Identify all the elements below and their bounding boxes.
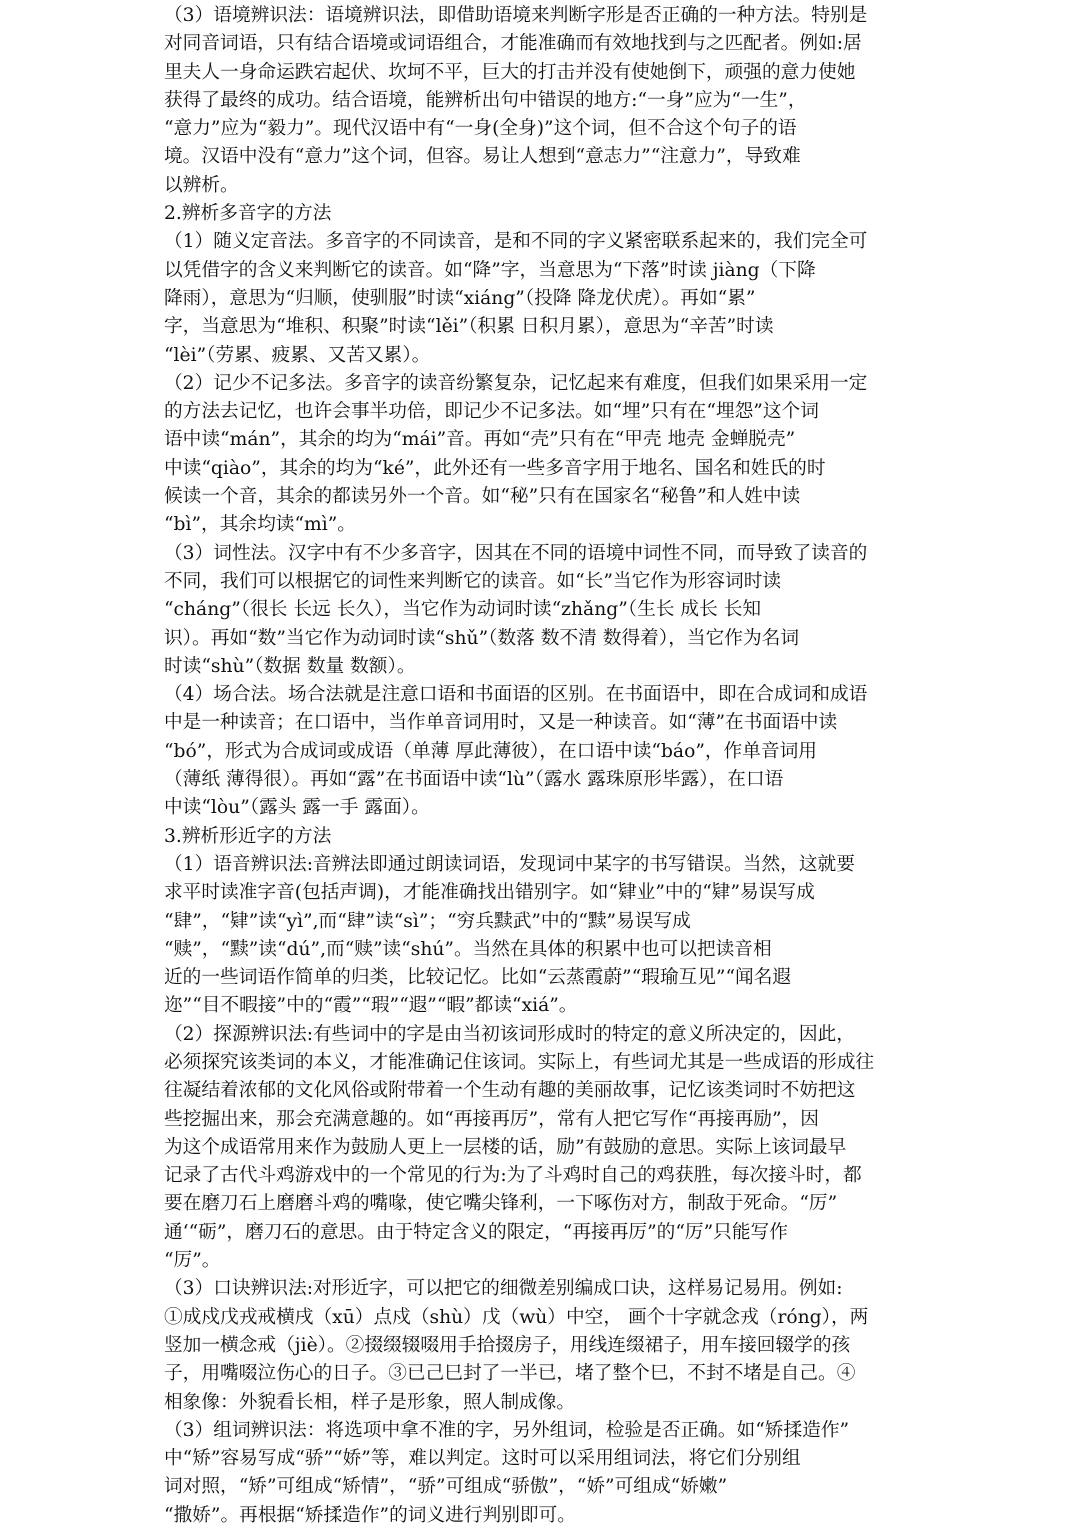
paragraph-mnemonic-method xyxy=(164,1275,916,1416)
paragraph-pronunciation-method xyxy=(164,851,916,1021)
text-line: 些挖掘出来，那会充满意趣的。如“再接再厉”，常有人把它写作“再接再励”，因 xyxy=(164,1108,819,1130)
text-line: 迩”“目不暇接”中的“霞”“瑕”“遐”“暇”都读“xiá”。 xyxy=(164,995,578,1017)
text-line: （3）语境辨识法：语境辨识法，即借助语境来判断字形是否正确的一种方法。特别是 xyxy=(164,5,868,26)
text-line: 要在磨刀石上磨磨斗鸡的嘴喙，使它嘴尖锋利，一下啄伤对方，制敌于死命。“厉” xyxy=(164,1193,838,1215)
section-heading-polyphones xyxy=(164,200,916,228)
text-line: 获得了最终的成功。结合语境，能辨析出句中错误的地方:“一身”应为“一生”， xyxy=(164,89,807,111)
text-line: 时读“shù”（数据 数量 数额）。 xyxy=(164,655,416,677)
text-line: （1）语音辨识法:音辨法即通过朗读词语，发现词中某字的书写错误。当然，这就要 xyxy=(164,853,855,875)
text-line: 中读“lòu”（露头 露一手 露面）。 xyxy=(164,797,430,819)
paragraph-word-formation-method xyxy=(164,1417,916,1530)
text-line: 对同音词语，只有结合语境或词语组合，才能准确而有效地找到与之匹配者。例如:居 xyxy=(164,33,862,55)
paragraph-origin-method xyxy=(164,1021,916,1276)
text-line: 为这个成语常用来作为鼓励人更上一层楼的话，励”有鼓励的意思。实际上该词最早 xyxy=(164,1136,847,1158)
text-line: （2）记少不记多法。多音字的读音纷繁复杂，记忆起来有难度，但我们如果采用一定 xyxy=(164,372,868,394)
text-line: “赎”，“黩”读“dú”,而“赎”读“shú”。当然在具体的积累中也可以把读音相 xyxy=(164,938,772,960)
text-line: 字，当意思为“堆积、积聚”时读“lěi”（积累 日积月累），意思为“辛苦”时读 xyxy=(164,316,774,338)
paragraph-part-of-speech-method xyxy=(164,540,916,681)
text-line: 的方法去记忆，也许会事半功倍，即记少不记多法。如“埋”只有在“埋怨”这个词 xyxy=(164,401,819,423)
text-line: 不同，我们可以根据它的词性来判断它的读音。如“长”当它作为形容词时读 xyxy=(164,570,782,592)
text-line: 降雨），意思为“归顺，使驯服”时读“xiáng”（投降 降龙伏虎）。再如“累” xyxy=(164,287,756,309)
text-line: 相象像：外貌看长相，样子是形象，照人制成像。 xyxy=(164,1391,576,1413)
text-line: 候读一个音，其余的都读另外一个音。如“秘”只有在国家名“秘鲁”和人姓中读 xyxy=(164,486,801,508)
section-heading-similar-characters xyxy=(164,823,916,851)
text-line: 以辨析。 xyxy=(164,174,239,196)
text-line: 境。汉语中没有“意力”这个词，但容。易让人想到“意志力”“注意力”，导致难 xyxy=(164,146,801,168)
text-line: 中“矫”容易写成“骄”“娇”等，难以判定。这时可以采用组词法，将它们分别组 xyxy=(164,1448,801,1470)
text-line: 近的一些词语作简单的归类，比较记忆。比如“云蒸霞蔚”“瑕瑜互见”“闻名遐 xyxy=(164,967,792,989)
text-line: （薄纸 薄得很）。再如“露”在书面语中读“lù”（露水 露珠原形毕露），在口语 xyxy=(164,769,784,791)
text-line: 求平时读准字音(包括声调)，才能准确找出错别字。如“肄业”中的“肄”易误写成 xyxy=(164,882,815,904)
text-line: （3）词性法。汉字中有不少多音字，因其在不同的语境中词性不同，而导致了读音的 xyxy=(164,542,868,564)
text-line: 必须探究该类词的本义，才能准确记住该词。实际上，有些词尤其是一些成语的形成往 xyxy=(164,1051,875,1073)
text-line: 记录了古代斗鸡游戏中的一个常见的行为:为了斗鸡时自己的鸡获胜，每次接斗时，都 xyxy=(164,1165,862,1187)
text-line: “厉”。 xyxy=(164,1250,221,1272)
paragraph-context-method xyxy=(164,2,916,200)
heading-line: 2.辨析多音字的方法 xyxy=(164,203,332,225)
text-line: 识）。再如“数”当它作为动词时读“shǔ”（数落 数不清 数得着），当它作为名词 xyxy=(164,627,800,649)
paragraph-memory-method xyxy=(164,370,916,540)
text-line: 子，用嘴啜泣伤心的日子。③已己巳封了一半已，堵了整个巳，不封不堵是自己。④ xyxy=(164,1363,856,1385)
text-line: 里夫人一身命运跌宕起伏、坎坷不平，巨大的打击并没有使她倒下，顽强的意力使她 xyxy=(164,61,856,83)
text-line: 往凝结着浓郁的文化风俗或附带着一个生动有趣的美丽故事，记忆该类词时不妨把这 xyxy=(164,1080,856,1102)
text-line: 词对照，“矫”可组成“矫情”，“骄”可组成“骄傲”，“娇”可组成“娇嫩” xyxy=(164,1476,728,1498)
text-line: （3）口诀辨识法:对形近字，可以把它的细微差别编成口诀，这样易记易用。例如: xyxy=(164,1278,843,1300)
document-body xyxy=(164,2,916,1530)
text-line: 以凭借字的含义来判断它的读音。如“降”字，当意思为“下落”时读 jiàng（下降 xyxy=(164,259,816,281)
text-line: （2）探源辨识法:有些词中的字是由当初该词形成时的特定的意义所决定的，因此， xyxy=(164,1023,855,1045)
text-line: “lèi”（劳累、疲累、又苦又累）。 xyxy=(164,344,431,366)
text-line: 通‘“砺”，磨刀石的意思。由于特定含义的限定，“再接再厉”的“厉”只能写作 xyxy=(164,1221,788,1243)
text-line: “肆”，“肄”读“yì”,而“肆”读“sì”；“穷兵黩武”中的“黩”易误写成 xyxy=(164,910,691,932)
text-line: “撒娇”。再根据“矫揉造作”的词义进行判别即可。 xyxy=(164,1504,576,1526)
text-line: （1）随义定音法。多音字的不同读音，是和不同的字义紧密联系起来的，我们完全可 xyxy=(164,231,868,253)
text-line: 中读“qiào”，其余的均为“ké”，此外还有一些多音字用于地名、国名和姓氏的时 xyxy=(164,457,826,479)
text-line: “bó”，形式为合成词或成语（单薄 厚此薄彼），在口语中读“báo”，作单音词用 xyxy=(164,740,817,762)
text-line: 竖加一横念戒（jiè）。②掇缀辍啜用手拾掇房子，用线连缀裙子，用车接回辍学的孩 xyxy=(164,1334,851,1356)
text-line: “意力”应为“毅力”。现代汉语中有“一身(全身)”这个词，但不合这个句子的语 xyxy=(164,118,797,140)
text-line: “cháng”（很长 长远 长久），当它作为动词时读“zhǎng”（生长 成长 长知 xyxy=(164,599,762,621)
text-line: （4）场合法。场合法就是注意口语和书面语的区别。在书面语中，即在合成词和成语 xyxy=(164,684,868,706)
heading-line: 3.辨析形近字的方法 xyxy=(164,825,332,847)
text-line: 语中读“mán”，其余的均为“mái”音。再如“壳”只有在“甲壳 地壳 金蝉脱壳” xyxy=(164,429,796,451)
paragraph-meaning-method xyxy=(164,228,916,369)
text-line: （3）组词辨识法：将选项中拿不准的字，另外组词，检验是否正确。如“矫揉造作” xyxy=(164,1419,850,1441)
text-line: ①成戍戊戎戒横戌（xū）点戍（shù）戊（wù）中空， 画个十字就念戎（róng），两 xyxy=(164,1306,869,1328)
paragraph-occasion-method xyxy=(164,681,916,822)
text-line: 中是一种读音；在口语中，当作单音词用时，又是一种读音。如“薄”在书面语中读 xyxy=(164,712,838,734)
text-line: “bì”，其余均读“mì”。 xyxy=(164,514,356,536)
